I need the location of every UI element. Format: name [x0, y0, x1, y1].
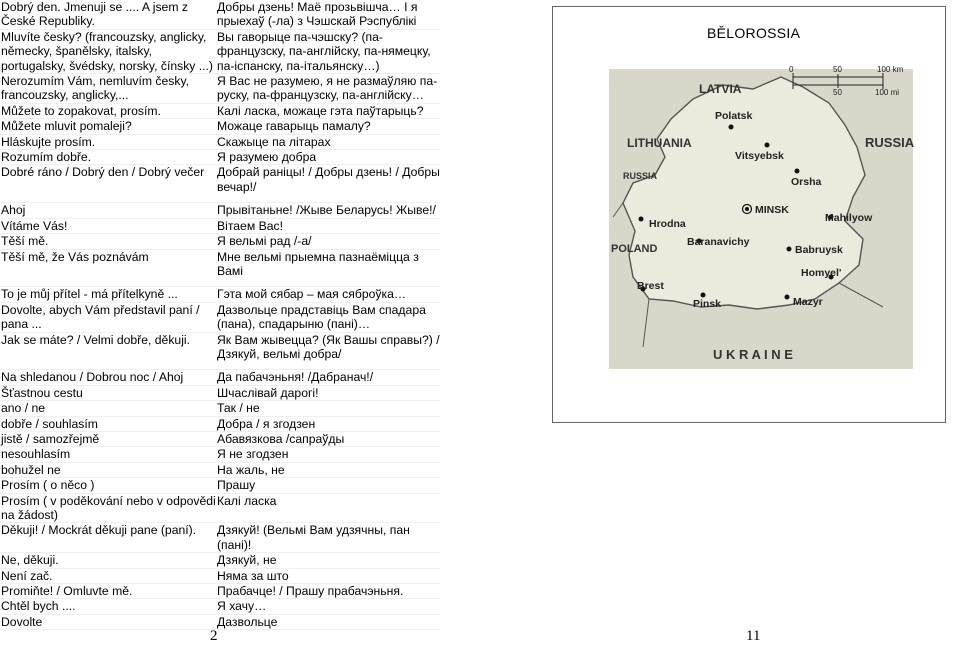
belarusian-phrase: Так / не [216, 401, 440, 416]
belarusian-phrase: Дзякуй, не [216, 553, 440, 568]
czech-phrase: Můžete mluvit pomaleji? [0, 119, 216, 134]
dot-pinsk [701, 293, 706, 298]
phrase-table [0, 0, 440, 630]
label-latvia: LATVIA [699, 82, 742, 96]
scale-zero: 0 [789, 65, 794, 74]
czech-phrase: dobře / souhlasím [0, 416, 216, 431]
phrase-row [0, 478, 440, 493]
label-polatsk: Polatsk [715, 110, 753, 122]
phrase-row [0, 493, 440, 523]
scale-km: 100 km [877, 65, 904, 74]
phrase-row [0, 119, 440, 134]
belarusian-phrase: Да пабачэньня! /Дабранач!/ [216, 370, 440, 385]
dot-babruysk [787, 247, 792, 252]
czech-phrase: Šťastnou cestu [0, 385, 216, 400]
belarusian-phrase: Прашу [216, 478, 440, 493]
czech-phrase: Nerozumím Vám, nemluvím česky, francouzsky, anglicky,... [0, 74, 216, 104]
belarusian-phrase: Дазвольце [216, 614, 440, 629]
dot-polatsk [729, 125, 734, 130]
scale-mi: 100 mi [875, 88, 900, 97]
belarusian-phrase: Я разумею добра [216, 150, 440, 165]
czech-phrase: To je můj přítel - má přítelkyně ... [0, 287, 216, 302]
czech-phrase: jistě / samozřejmě [0, 431, 216, 446]
phrase-row [0, 447, 440, 462]
phrase-row [0, 553, 440, 568]
phrase-row [0, 249, 440, 287]
phrase-row [0, 523, 440, 553]
label-brest: Brest [637, 280, 664, 292]
phrase-row [0, 431, 440, 446]
belarus-map [553, 7, 945, 422]
belarusian-phrase: На жаль, не [216, 462, 440, 477]
label-mahilyow: Mahilyow [825, 212, 873, 224]
belarusian-phrase: Мне вельмі прыемна пазнаёміцца з Вамі [216, 249, 440, 287]
map-title: BĚLOROSSIA [707, 25, 801, 41]
belarusian-phrase: Калі ласка, можаце гэта паўтарыць? [216, 103, 440, 118]
czech-phrase: Mluvíte česky? (francouzsky, anglicky, německy, španělsky, italsky, portugalsky, švédsky, norsky, čínsky ...) [0, 29, 216, 73]
belarusian-phrase: Няма за што [216, 568, 440, 583]
phrase-row [0, 614, 440, 629]
phrase-row [0, 234, 440, 249]
phrase-row [0, 150, 440, 165]
label-minsk: MINSK [755, 204, 789, 216]
dot-orsha [795, 169, 800, 174]
phrase-row [0, 416, 440, 431]
czech-phrase: Děkuji! / Mockrát děkuji pane (paní). [0, 523, 216, 553]
belarusian-phrase: Дазвольце прадставіць Вам спадара (пана), спадарыню (пані)… [216, 302, 440, 332]
phrase-row [0, 370, 440, 385]
phrase-row [0, 203, 440, 218]
belarusian-phrase: Шчаслівай дарогі! [216, 385, 440, 400]
phrase-row [0, 29, 440, 73]
czech-phrase: Prosím ( o něco ) [0, 478, 216, 493]
belarusian-phrase: Вы гаворыце па-чэшску? (па-французску, па-англійску, па-нямецку, па-іспанску, па-італьянску…) [216, 29, 440, 73]
label-orsha: Orsha [791, 176, 822, 188]
label-poland: POLAND [611, 243, 658, 255]
belarusian-phrase: Вітаем Вас! [216, 218, 440, 233]
czech-phrase: Dobré ráno / Dobrý den / Dobrý večer [0, 165, 216, 203]
czech-phrase: ano / ne [0, 401, 216, 416]
belarusian-phrase: Абавязкова /сапраўды [216, 431, 440, 446]
czech-phrase: Můžete to zopakovat, prosím. [0, 103, 216, 118]
phrase-row [0, 287, 440, 302]
czech-phrase: Není zač. [0, 568, 216, 583]
belarusian-phrase: Добра / я згодзен [216, 416, 440, 431]
label-russia-left: RUSSIA [623, 171, 658, 181]
dot-minsk [745, 207, 749, 211]
phrase-row [0, 103, 440, 118]
belarusian-phrase: Можаце гаварыць памалу? [216, 119, 440, 134]
dot-hrodna [639, 217, 644, 222]
label-lithuania: LITHUANIA [627, 136, 692, 150]
belarusian-phrase: Добрай раніцы! / Добры дзень! / Добры вечар!/ [216, 165, 440, 203]
label-russia-top: RUSSIA [865, 135, 915, 150]
label-babruysk: Babruysk [795, 244, 843, 256]
belarusian-phrase: Я вельмі рад /-а/ [216, 234, 440, 249]
page-number-right: 11 [746, 628, 761, 644]
label-homyel: Homyel' [801, 267, 842, 279]
czech-phrase: Těší mě. [0, 234, 216, 249]
phrase-row [0, 134, 440, 149]
phrase-row [0, 165, 440, 203]
czech-phrase: Promiňte! / Omluvte mě. [0, 584, 216, 599]
phrase-row [0, 584, 440, 599]
belarusian-phrase: Я хачу… [216, 599, 440, 614]
czech-phrase: Vítáme Vás! [0, 218, 216, 233]
czech-phrase: Na shledanou / Dobrou noc / Ahoj [0, 370, 216, 385]
phrase-row [0, 462, 440, 477]
belarusian-phrase: Прывітаньне! /Жыве Беларусь! Жыве!/ [216, 203, 440, 218]
belarusian-phrase: Добры дзень! Маё прозьвішча… І я прыехаў (-ла) з Чэшскай Рэспублікі [216, 0, 440, 29]
belarusian-phrase: Як Вам жывецца? (Як Вашы справы?) /Дзякуй, вельмі добра/ [216, 332, 440, 370]
belarusian-phrase: Калі ласка [216, 493, 440, 523]
belarusian-phrase: Я Вас не разумею, я не размаўляю па-руску, па-французску, па-англійску… [216, 74, 440, 104]
phrase-row [0, 74, 440, 104]
phrase-row [0, 401, 440, 416]
phrase-row [0, 218, 440, 233]
czech-phrase: nesouhlasím [0, 447, 216, 462]
czech-phrase: Těší mě, že Vás poznávám [0, 249, 216, 287]
phrase-row [0, 568, 440, 583]
belarusian-phrase: Я не згодзен [216, 447, 440, 462]
czech-phrase: bohužel ne [0, 462, 216, 477]
label-mazyr: Mazyr [793, 296, 823, 308]
czech-phrase: Rozumím dobře. [0, 150, 216, 165]
label-pinsk: Pinsk [693, 298, 722, 310]
phrase-row [0, 302, 440, 332]
belarusian-phrase: Прабачце! / Прашу прабачэньня. [216, 584, 440, 599]
czech-phrase: Chtěl bych .... [0, 599, 216, 614]
czech-phrase: Ahoj [0, 203, 216, 218]
label-baranavichy: Baranavichy [687, 236, 750, 248]
belarusian-phrase: Гэта мой сябар – мая сяброўка… [216, 287, 440, 302]
phrase-row [0, 0, 440, 29]
scale-half-mi: 50 [833, 88, 842, 97]
phrase-row [0, 332, 440, 370]
phrase-row [0, 385, 440, 400]
czech-phrase: Ne, děkuji. [0, 553, 216, 568]
label-ukraine: U K R A I N E [713, 347, 793, 362]
label-vitsyebsk: Vitsyebsk [735, 150, 784, 162]
dot-vitsyebsk [765, 143, 770, 148]
label-hrodna: Hrodna [649, 218, 686, 230]
czech-phrase: Prosím ( v poděkování nebo v odpovědi na žádost) [1, 493, 216, 522]
phrase-row [0, 599, 440, 614]
dot-mazyr [785, 295, 790, 300]
czech-phrase: Dobrý den. Jmenuji se .... A jsem z České Republiky. [0, 0, 216, 29]
belarusian-phrase: Скажыце па літарах [216, 134, 440, 149]
scale-half-km: 50 [833, 65, 842, 74]
czech-phrase: Dovolte, abych Vám představil paní / pana ... [0, 302, 216, 332]
page-number-left: 2 [210, 628, 218, 644]
czech-phrase: Dovolte [0, 614, 216, 629]
czech-phrase: Hláskujte prosím. [0, 134, 216, 149]
czech-phrase: Jak se máte? / Velmi dobře, děkuji. [0, 332, 216, 370]
belarusian-phrase: Дзякуй! (Вельмі Вам удзячны, пан (пані)! [216, 523, 440, 553]
map-box [552, 6, 946, 423]
